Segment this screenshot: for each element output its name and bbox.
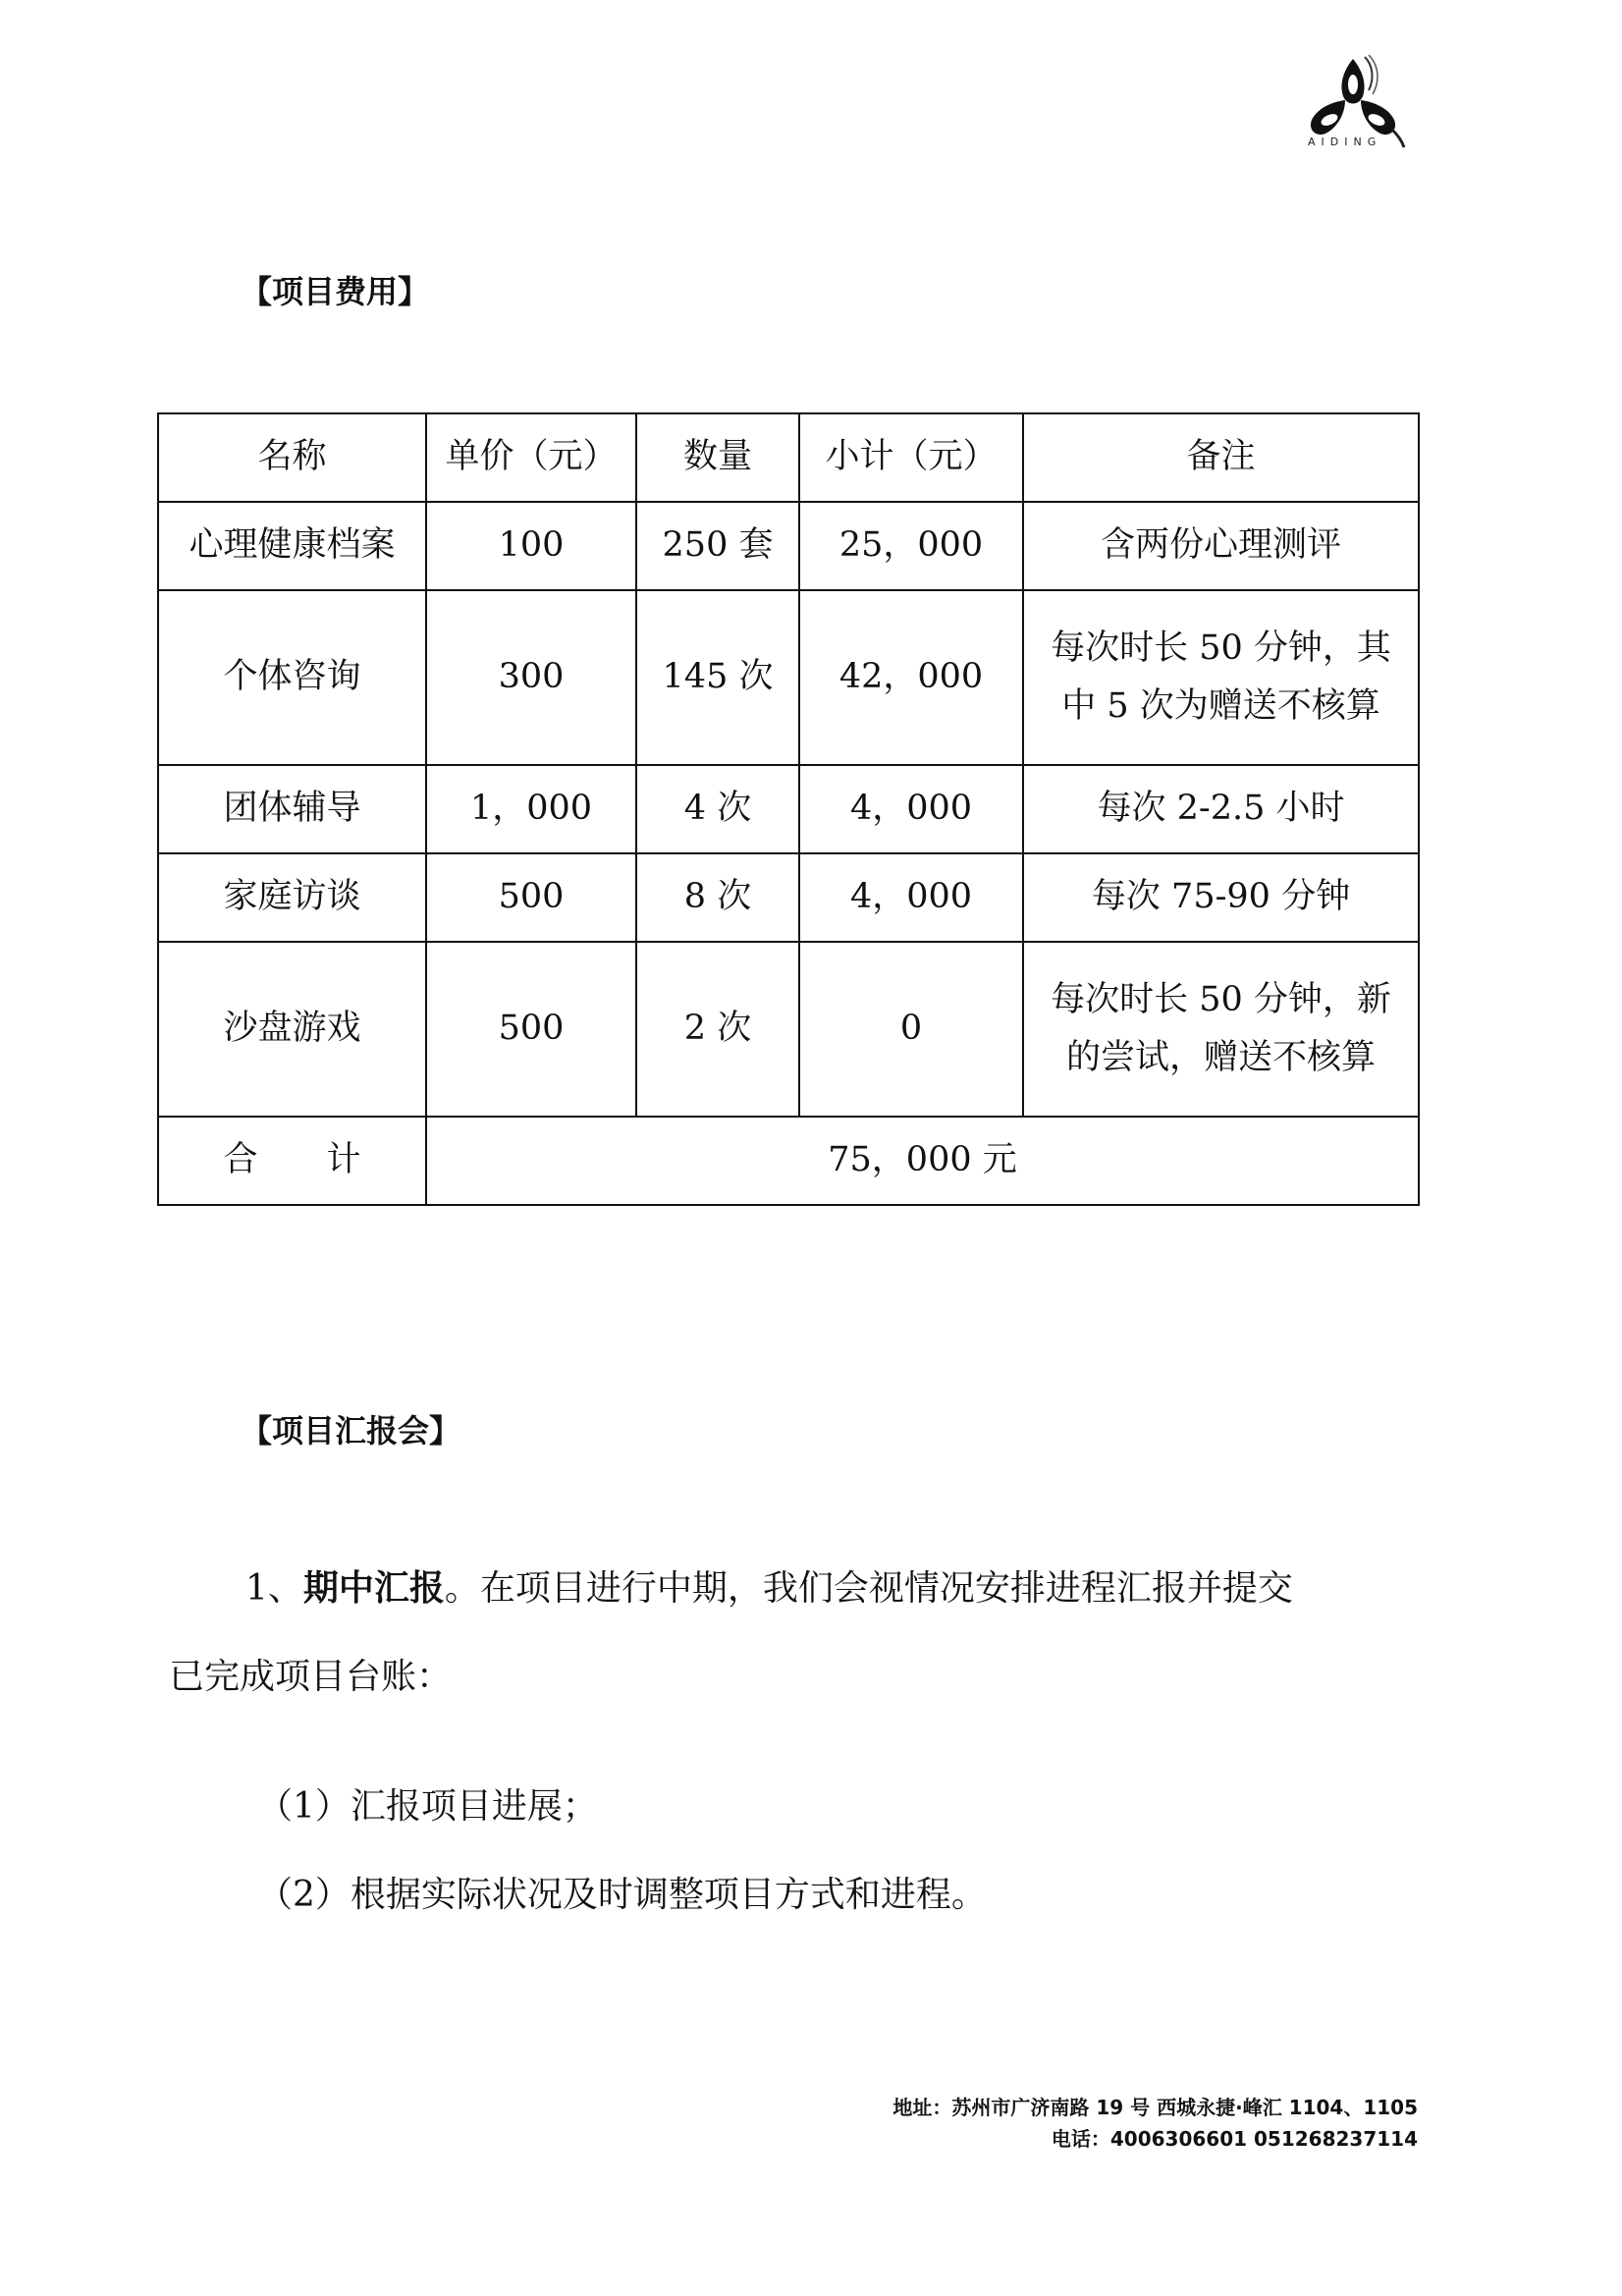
item-subtotal: 25，000 [799,502,1023,590]
item-name: 团体辅导 [158,765,426,853]
footer-phone: 电话：4006306601 051268237114 [1051,2127,1418,2151]
item-qty: 145 次 [636,590,799,765]
table-row [158,765,1419,853]
fees-table [157,412,1420,1206]
note-line: 含两份心理测评 [1100,525,1341,566]
item-qty: 8 次 [636,853,799,942]
table-row [158,942,1419,1117]
item-qty: 2 次 [636,942,799,1117]
report-item-1 [245,1568,1293,1609]
item-qty: 250 套 [636,502,799,590]
note-line: 每次时长 50 分钟，其 [1051,628,1391,668]
report-section-title: 【项目汇报会】 [241,1412,461,1449]
footer-address: 地址：苏州市广济南路 19 号 西城永捷·峰汇 1104、1105 [892,2096,1418,2119]
item-price: 100 [426,502,636,590]
note-line: 的尝试，赠送不核算 [1065,1038,1376,1077]
item-subtotal: 42，000 [799,590,1023,765]
header-cell: 数量 [636,413,799,502]
total-label: 合 计 [158,1117,426,1205]
item-number: 1、 [245,1568,303,1609]
item-subtotal: 4，000 [799,853,1023,942]
total-row [158,1117,1419,1205]
item-note [1023,942,1419,1117]
item-price: 500 [426,942,636,1117]
item-name: 沙盘游戏 [158,942,426,1117]
report-subitem-1: （1）汇报项目进展； [257,1786,598,1827]
item-note [1023,590,1419,765]
item-price: 500 [426,853,636,942]
item-subtotal: 0 [799,942,1023,1117]
table-header-row [158,413,1419,502]
item-text: 。在项目进行中期，我们会视情况安排进程汇报并提交 [444,1568,1293,1609]
table-row [158,502,1419,590]
item-heading: 期中汇报 [302,1568,445,1609]
report-item-1-continued: 已完成项目台账： [169,1657,453,1697]
header-cell: 小计（元） [799,413,1023,502]
note-line: 每次 2-2.5 小时 [1097,789,1345,829]
header-cell: 名称 [158,413,426,502]
logo-text: AIDING [1308,136,1382,148]
item-name: 个体咨询 [158,590,426,765]
report-subitem-2: （2）根据实际状况及时调整项目方式和进程。 [257,1875,987,1915]
note-line: 每次时长 50 分钟，新 [1051,979,1391,1019]
item-note [1023,502,1419,590]
item-qty: 4 次 [636,765,799,853]
header-cell: 备注 [1023,413,1419,502]
table-row [158,590,1419,765]
item-name: 家庭访谈 [158,853,426,942]
item-note [1023,853,1419,942]
item-note [1023,765,1419,853]
note-line: 中 5 次为赠送不核算 [1061,686,1380,726]
note-line: 每次 75-90 分钟 [1091,877,1351,917]
fees-section-title: 【项目费用】 [241,273,430,310]
item-name: 心理健康档案 [158,502,426,590]
header-cell: 单价（元） [426,413,636,502]
total-value: 75，000 元 [426,1117,1419,1205]
table-row [158,853,1419,942]
item-price: 1，000 [426,765,636,853]
item-price: 300 [426,590,636,765]
item-subtotal: 4，000 [799,765,1023,853]
